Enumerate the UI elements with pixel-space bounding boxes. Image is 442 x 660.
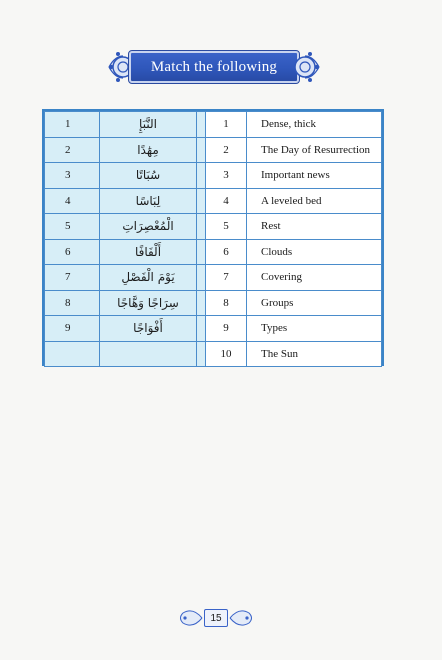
arabic-term — [100, 137, 197, 163]
right-number: 4 — [206, 188, 247, 214]
arabic-text: سُبَاتًا — [135, 168, 161, 183]
arabic-text: أَفْوَاجًا — [133, 321, 163, 336]
right-number: 7 — [206, 265, 247, 291]
table-row — [45, 316, 382, 342]
arabic-text: لِبَاسًا — [135, 193, 161, 208]
arabic-term — [100, 112, 197, 138]
page-footer — [175, 603, 257, 633]
table-row — [45, 137, 382, 163]
column-gap — [197, 265, 206, 291]
right-number: 8 — [206, 290, 247, 316]
table-row — [45, 163, 382, 189]
left-number: 2 — [45, 137, 100, 163]
right-number: 6 — [206, 239, 247, 265]
table-row — [45, 112, 382, 138]
left-number: 6 — [45, 239, 100, 265]
arabic-text: سِرَاجًا وَهَّاجًا — [117, 295, 179, 310]
arabic-term — [100, 163, 197, 189]
page-number: 15 — [204, 609, 228, 627]
english-meaning: Clouds — [247, 239, 382, 265]
left-number: 3 — [45, 163, 100, 189]
arabic-term — [100, 341, 197, 367]
column-gap — [197, 316, 206, 342]
english-meaning: Types — [247, 316, 382, 342]
left-number: 1 — [45, 112, 100, 138]
english-meaning: The Sun — [247, 341, 382, 367]
arabic-term — [100, 239, 197, 265]
arabic-term — [100, 265, 197, 291]
title-box — [129, 51, 299, 83]
floral-ornament-icon — [293, 48, 323, 86]
arabic-term — [100, 290, 197, 316]
column-gap — [197, 214, 206, 240]
column-gap — [197, 188, 206, 214]
english-meaning: Covering — [247, 265, 382, 291]
left-number: 5 — [45, 214, 100, 240]
arabic-term — [100, 214, 197, 240]
table-row — [45, 214, 382, 240]
table-row — [45, 265, 382, 291]
right-number: 10 — [206, 341, 247, 367]
left-number — [45, 341, 100, 367]
arabic-text: أَلْفَافًا — [134, 244, 162, 259]
arabic-text: النَّبَإِ — [139, 117, 157, 132]
column-gap — [197, 112, 206, 138]
right-number: 2 — [206, 137, 247, 163]
english-meaning: A leveled bed — [247, 188, 382, 214]
arabic-term — [100, 316, 197, 342]
column-gap — [197, 163, 206, 189]
right-number: 5 — [206, 214, 247, 240]
left-number: 7 — [45, 265, 100, 291]
arabic-text: يَوْمَ الْفَصْلِ — [121, 270, 175, 285]
english-meaning: Important news — [247, 163, 382, 189]
left-number: 4 — [45, 188, 100, 214]
table-row — [45, 239, 382, 265]
column-gap — [197, 137, 206, 163]
right-number: 1 — [206, 112, 247, 138]
column-gap — [197, 290, 206, 316]
left-number: 9 — [45, 316, 100, 342]
matching-table — [42, 109, 384, 366]
title-banner — [105, 48, 323, 86]
english-meaning: The Day of Resurrection — [247, 137, 382, 163]
column-gap — [197, 341, 206, 367]
right-number: 9 — [206, 316, 247, 342]
column-gap — [197, 239, 206, 265]
english-meaning: Groups — [247, 290, 382, 316]
table-row — [45, 290, 382, 316]
arabic-term — [100, 188, 197, 214]
english-meaning: Rest — [247, 214, 382, 240]
table-row — [45, 188, 382, 214]
left-number: 8 — [45, 290, 100, 316]
arabic-text: الْمُعْصِرَاتِ — [122, 219, 174, 234]
table-row — [45, 341, 382, 367]
right-number: 3 — [206, 163, 247, 189]
arabic-text: مِهَٰدًا — [137, 142, 159, 157]
page-title: Match the following — [150, 58, 278, 75]
english-meaning: Dense, thick — [247, 112, 382, 138]
